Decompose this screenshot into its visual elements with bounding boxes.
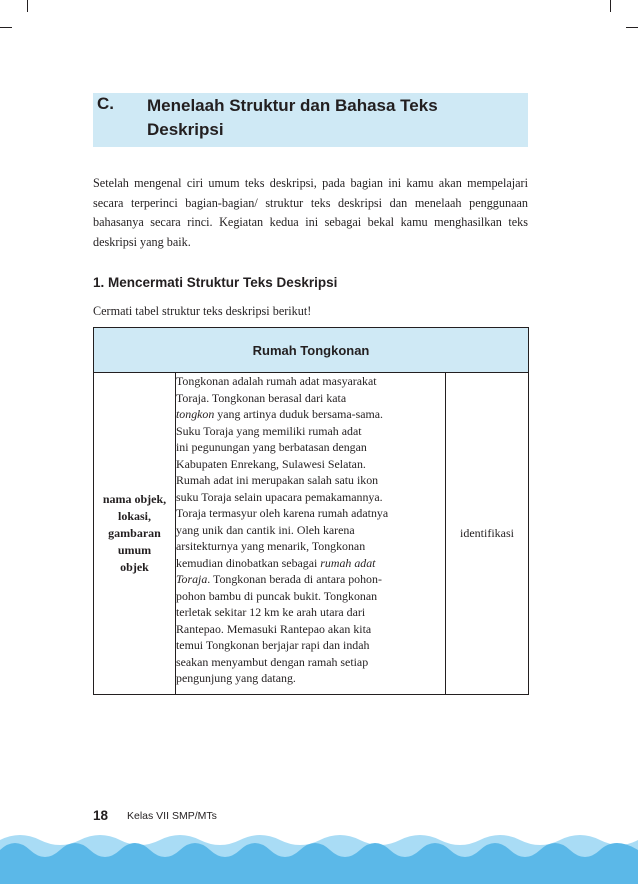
page-number: 18: [93, 808, 109, 823]
text-line: terletak sekitar 12 km ke arah utara dari: [176, 605, 366, 619]
text-line: Toraja. Tongkonan berada di antara pohon-: [176, 572, 382, 586]
text-line: Tongkonan adalah rumah adat masyarakat: [176, 374, 377, 388]
text-line: Toraja termasyur oleh karena rumah adatnya: [176, 506, 389, 520]
text-line: kemudian dinobatkan sebagai rumah adat: [176, 555, 376, 570]
label-line: objek: [120, 560, 149, 574]
label-line: nama objek,: [102, 492, 167, 506]
crop-mark: [626, 27, 638, 28]
table-heading: Rumah Tongkonan: [94, 328, 529, 373]
section-title: Menelaah Struktur dan Bahasa Teks Deskripsi: [147, 96, 438, 139]
text-line: yang unik dan cantik ini. Oleh karena: [176, 522, 355, 537]
text-line: pengunjung yang datang.: [176, 671, 296, 685]
crop-mark: [0, 27, 12, 28]
structure-stage-cell: identifikasi: [446, 373, 529, 695]
section-letter: C.: [97, 94, 114, 113]
text-line: Toraja. Tongkonan berasal dari kata: [176, 390, 347, 405]
label-line: gambaran: [108, 526, 161, 540]
text-line: pohon bambu di puncak bukit. Tongkonan: [176, 588, 378, 603]
text-line: seakan menyambut dengan ramah setiap: [176, 654, 369, 669]
running-footer: Kelas VII SMP/MTs: [127, 810, 217, 822]
subsection-title: 1. Mencermati Struktur Teks Deskripsi: [93, 275, 338, 290]
crop-mark: [610, 0, 611, 12]
table-instruction: Cermati tabel struktur teks deskripsi berikut!: [93, 304, 312, 318]
text-line: Rantepao. Memasuki Rantepao akan kita: [176, 621, 372, 636]
text-line: ini pegunungan yang berbatasan dengan: [176, 440, 367, 454]
structure-table: [93, 327, 529, 695]
label-line: lokasi,: [117, 509, 151, 523]
text-line: Suku Toraja yang memiliki rumah adat: [176, 423, 362, 438]
text-line: suku Toraja selain upacara pemakamannya.: [176, 489, 383, 504]
label-line: umum: [117, 543, 152, 557]
description-text-cell: [176, 373, 446, 695]
wave-decoration: [0, 826, 638, 884]
text-line: tongkon yang artinya duduk bersama-sama.: [176, 407, 384, 421]
text-line: Rumah adat ini merupakan salah satu ikon: [176, 473, 379, 487]
crop-mark: [27, 0, 28, 12]
text-line: arsitekturnya yang menarik, Tongkonan: [176, 539, 366, 553]
structure-label-cell: [94, 373, 176, 695]
text-line: temui Tongkonan berjajar rapi dan indah: [176, 638, 370, 652]
intro-paragraph: Setelah mengenal ciri umum teks deskripsi, pada bagian ini kamu akan mempelajari secara terperinci bagian-bagian/ struktur teks deskripsi dan menelaah penggunaan bahasanya secara rinci. Kegiatan kedua ini sebagai bekal kamu menghasilkan teks deskripsi yang baik.: [93, 176, 528, 249]
text-line: Kabupaten Enrekang, Sulawesi Selatan.: [176, 456, 366, 471]
